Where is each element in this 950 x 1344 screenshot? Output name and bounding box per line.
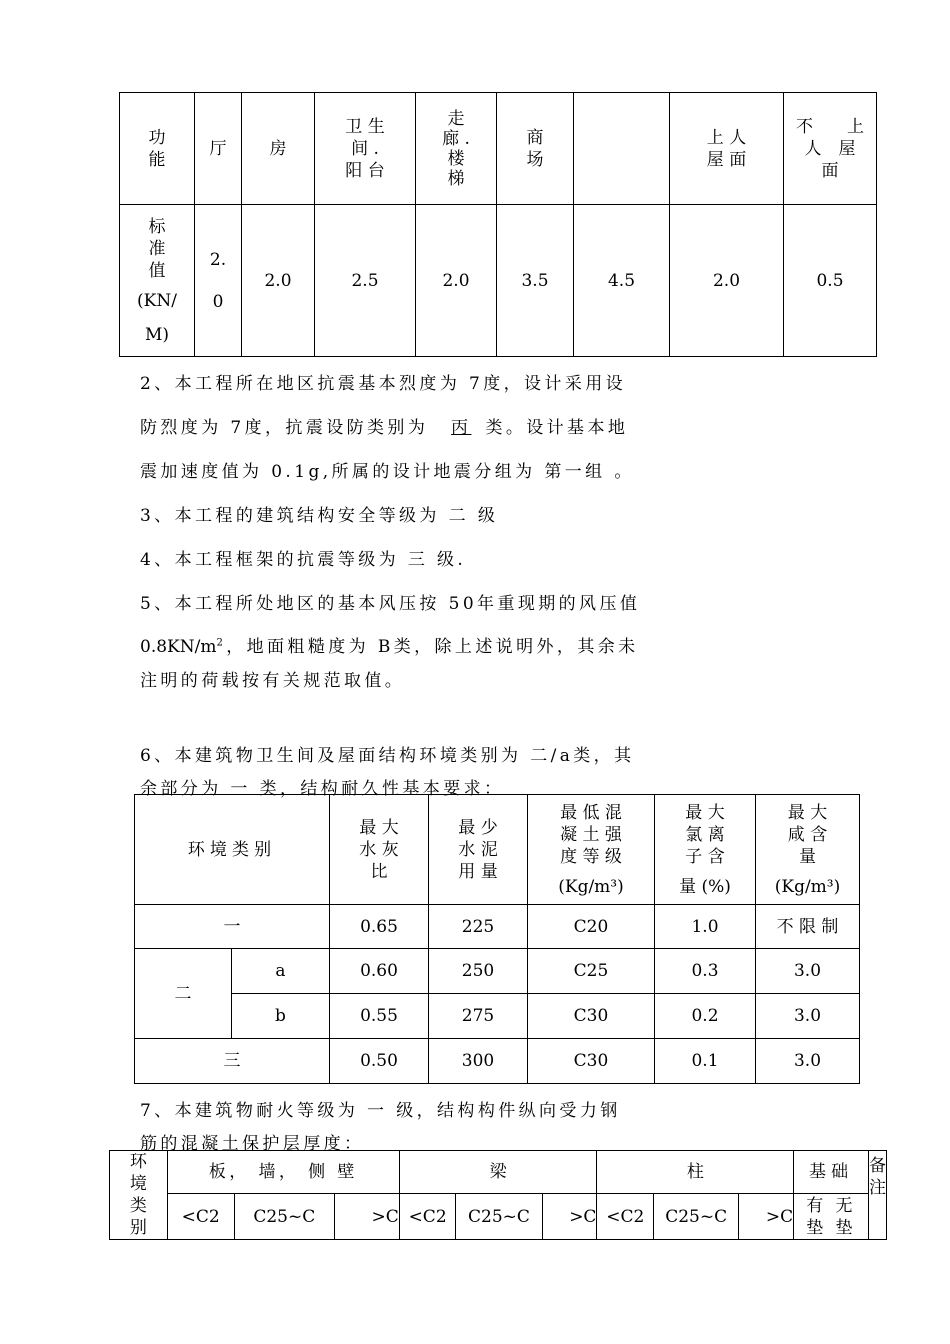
header-foundation: 基础 (794, 1151, 869, 1194)
header-env: 环 境 类 别 (110, 1151, 168, 1240)
cell-cement: 300 (429, 1039, 528, 1084)
table-row (135, 905, 860, 949)
sub-beam-mid: C25~C (456, 1194, 542, 1240)
header-corridor: 走 廊 . 楼 梯 (416, 93, 497, 205)
header-max-chloride: 最 大 氯 离 子 含 量 (%) (655, 795, 756, 905)
value-accessible-roof: 2.0 (670, 205, 784, 357)
cell-wc: 0.60 (330, 949, 429, 994)
sub-slab-mid: C25~C (234, 1194, 334, 1240)
cell-class: 三 (135, 1039, 330, 1084)
header-accessible-roof: 上 人 屋 面 (670, 93, 784, 205)
value-blank: 4.5 (574, 205, 670, 357)
para-4: 4、本工程框架的抗震等级为 三 级. (140, 550, 467, 570)
header-bathroom: 卫 生 间 . 阳 台 (315, 93, 416, 205)
header-column: 柱 (597, 1151, 794, 1194)
cover-table (109, 1150, 887, 1240)
header-beam: 梁 (399, 1151, 597, 1194)
sub-column-mid: C25~C (654, 1194, 739, 1240)
cell-chloride: 0.2 (655, 994, 756, 1039)
cell-chloride: 1.0 (655, 905, 756, 949)
header-blank (574, 93, 670, 205)
para-7-line1: 7、本建筑物耐火等级为 一 级，结构构件纵向受力钢 (140, 1101, 621, 1121)
para-2-line2: 防烈度为 7度，抗震设防类别为 丙 类。设计基本地 (140, 418, 629, 438)
sub-beam-lt: <C2 (399, 1194, 456, 1240)
value-hall: 2. 0 (195, 205, 242, 357)
cell-alkali: 3.0 (756, 949, 860, 994)
header-max-alkali: 最 大 咸 含 量 (Kg/m³) (756, 795, 860, 905)
cell-cement: 250 (429, 949, 528, 994)
cell-wc: 0.55 (330, 994, 429, 1039)
cell-alkali: 3.0 (756, 1039, 860, 1084)
sub-slab-gt: >C (334, 1194, 399, 1240)
cell-alkali: 不 限 制 (756, 905, 860, 949)
cell-cement: 225 (429, 905, 528, 949)
sub-slab-lt: <C2 (167, 1194, 234, 1240)
header-inaccessible-roof: 不 上 人 屋 面 (784, 93, 877, 205)
para-2-line1: 2、本工程所在地区抗震基本烈度为 7度，设计采用设 (140, 374, 627, 394)
table-row (135, 1039, 860, 1084)
sub-column-gt: >C (739, 1194, 794, 1240)
para-6-line2: 余部分为 一 类，结构耐久性基本要求： (140, 779, 505, 799)
para-6-line1: 6、本建筑物卫生间及屋面结构环境类别为 二/a类，其 (140, 746, 635, 766)
header-remark: 备 注 (869, 1151, 887, 1240)
para-5-line2: $0.8KN/m^2$，地面粗糙度为 B类，除上述说明外，其余未 (140, 637, 639, 657)
table-row (135, 949, 860, 994)
cell-chloride: 0.1 (655, 1039, 756, 1084)
header-mall: 商 场 (497, 93, 574, 205)
value-bathroom: 2.5 (315, 205, 416, 357)
cell-subclass: b (232, 994, 330, 1039)
fortification-class-fill: 丙 (451, 418, 472, 438)
para-5-line1: 5、本工程所处地区的基本风压按 50年重现期的风压值 (140, 594, 641, 614)
para-5-line3: 注明的荷载按有关规范取值。 (140, 671, 406, 691)
value-room: 2.0 (242, 205, 315, 357)
cell-alkali: 3.0 (756, 994, 860, 1039)
cell-wc: 0.65 (330, 905, 429, 949)
header-min-grade: 最 低 混 凝 土 强 度 等 级 (Kg/m³) (528, 795, 655, 905)
cell-class: 二 (135, 949, 232, 1039)
para-3: 3、本工程的建筑结构安全等级为 二 级 (140, 506, 499, 526)
load-table (119, 92, 877, 357)
sub-beam-gt: >C (542, 1194, 597, 1240)
header-max-wc: 最 大 水 灰 比 (330, 795, 429, 905)
para-2-line3: 震加速度值为 0.1g,所属的设计地震分组为 第一组 。 (140, 462, 635, 482)
cell-grade: C25 (528, 949, 655, 994)
cell-cement: 275 (429, 994, 528, 1039)
row-label-standard: 标 准 值 (KN/ M) (120, 205, 195, 357)
header-slab-wall: 板， 墙， 侧 壁 (167, 1151, 399, 1194)
sub-foundation: 有 无 垫 垫 (794, 1194, 869, 1240)
cell-grade: C20 (528, 905, 655, 949)
cell-class: 一 (135, 905, 330, 949)
durability-table (134, 794, 860, 1084)
header-room: 房 (242, 93, 315, 205)
value-mall: 3.5 (497, 205, 574, 357)
cell-wc: 0.50 (330, 1039, 429, 1084)
cell-subclass: a (232, 949, 330, 994)
header-hall: 厅 (195, 93, 242, 205)
cell-grade: C30 (528, 1039, 655, 1084)
header-function: 功 能 (120, 93, 195, 205)
value-corridor: 2.0 (416, 205, 497, 357)
cell-chloride: 0.3 (655, 949, 756, 994)
sub-column-lt: <C2 (597, 1194, 654, 1240)
table-row (135, 994, 860, 1039)
header-min-cement: 最 少 水 泥 用 量 (429, 795, 528, 905)
value-inaccessible-roof: 0.5 (784, 205, 877, 357)
header-env-class: 环境类别 (135, 795, 330, 905)
para-7-line2: 筋的混凝土保护层厚度： (140, 1134, 365, 1154)
cell-grade: C30 (528, 994, 655, 1039)
